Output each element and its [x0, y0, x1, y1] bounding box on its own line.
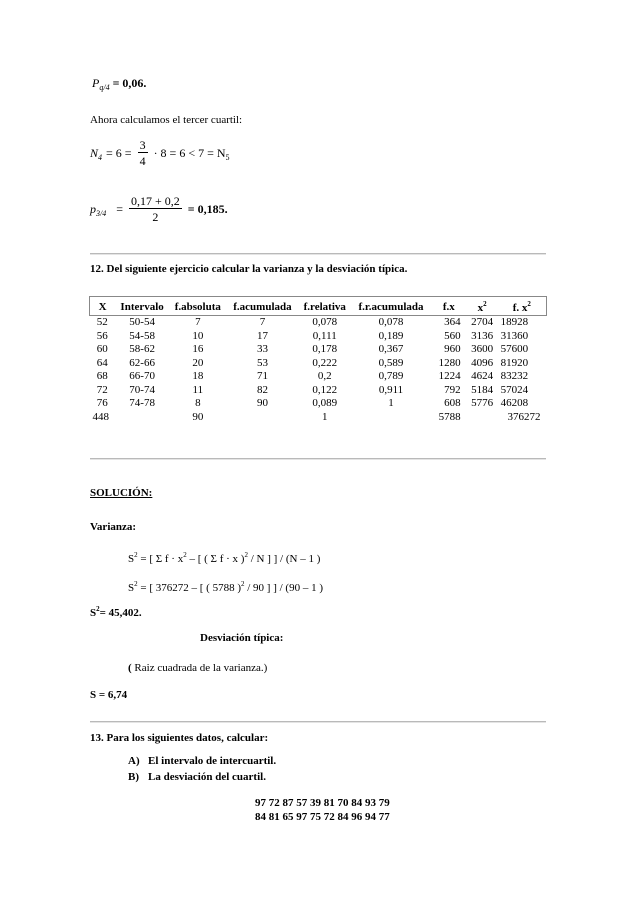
variance-formula: $S^2$ = [ Σ $f \cdot x^2$ – [ ( Σ f · x )$^2$ / N ] ] / (N – 1 ) [128, 551, 321, 565]
std-dev-note: ( Raiz cuadrada de la varianza.) [128, 662, 268, 674]
variance-substitution: $S^2$ = [ 376272 – [ ( 5788 )$^2$ / 90 ] ] / (90 – 1 ) [128, 580, 323, 594]
p34-fraction-num: 0,17 + 0,2 [131, 194, 180, 208]
frequency-table [89, 296, 547, 424]
col-fx: f.x [431, 297, 467, 316]
cell-x: 76 [96, 397, 108, 409]
cell-intervalo: 70-74 [129, 383, 155, 396]
ex13-title: 13. Para los siguientes datos, calcular: [90, 732, 269, 744]
total-intervalo [115, 411, 169, 424]
cell-frelativa: 0,089 [312, 397, 338, 409]
cell-fabsoluta: 7 [195, 316, 201, 328]
total-fracumulada [351, 411, 431, 424]
table-body [90, 316, 547, 424]
col-frelativa: f.relativa [298, 297, 351, 316]
col-fabsoluta: f.absoluta [169, 297, 226, 316]
cell-x2: 3600 [471, 343, 494, 355]
cell-x: 56 [96, 329, 108, 342]
cell-fx: 608 [444, 397, 461, 409]
cell-fx: 792 [444, 383, 461, 396]
total-fx2: 376272 [507, 410, 541, 423]
third-quartile-intro: Ahora calculamos el tercer cuartil: [90, 114, 243, 126]
cell-fracumulada: 0,789 [378, 370, 404, 382]
ex13-item-a: A) El intervalo de intercuartil. [128, 755, 277, 767]
separator-3 [90, 721, 546, 723]
p-q4-result [92, 76, 146, 92]
cell-facumulada: 17 [256, 329, 268, 342]
col-x2: $x^2$ [467, 297, 498, 316]
cell-fracumulada: 0,367 [378, 343, 404, 355]
cell-fx2: 18928 [500, 316, 529, 328]
table-row [90, 370, 547, 384]
total-x2 [467, 411, 498, 424]
n4-equation [90, 138, 230, 169]
table-row [90, 343, 547, 357]
p-symbol: P [92, 76, 100, 90]
ex13-item-b: B) La desviación del cuartil. [128, 771, 266, 783]
n4-fraction-num: 3 [139, 138, 146, 152]
cell-facumulada: 53 [256, 356, 268, 369]
cell-fracumulada: 0,589 [378, 356, 404, 369]
cell-fx2: 83232 [500, 370, 529, 382]
cell-facumulada: 33 [256, 343, 268, 355]
cell-fabsoluta: 10 [192, 329, 204, 342]
cell-fx2: 57024 [500, 383, 529, 396]
cell-facumulada: 82 [256, 383, 268, 396]
cell-frelativa: 0,122 [312, 383, 338, 396]
cell-fx2: 81920 [500, 356, 529, 369]
total-x: 448 [92, 410, 109, 423]
cell-intervalo: 74-78 [129, 397, 155, 409]
cell-intervalo: 62-66 [129, 356, 155, 369]
p34-fraction-den: 2 [152, 210, 159, 224]
table-totals-row [90, 411, 547, 424]
cell-fx: 560 [444, 329, 461, 342]
cell-facumulada: 90 [256, 397, 268, 409]
table-row [90, 397, 547, 411]
p34-equation [90, 194, 228, 225]
cell-fracumulada: 1 [388, 397, 394, 409]
col-facumulada: f.acumulada [227, 297, 299, 316]
col-fracumulada: f.r.acumulada [351, 297, 431, 316]
std-dev-label: Desviación típica: [200, 632, 284, 644]
separator-2 [90, 458, 546, 460]
cell-frelativa: 0,178 [312, 343, 338, 355]
cell-frelativa: 0,222 [312, 356, 338, 369]
cell-x: 64 [96, 356, 108, 369]
solution-label: SOLUCIÓN: [90, 487, 153, 499]
cell-frelativa: 0,2 [317, 370, 332, 382]
cell-fracumulada: 0,189 [378, 329, 404, 342]
cell-intervalo: 54-58 [129, 329, 155, 342]
cell-x2: 4624 [471, 370, 494, 382]
cell-frelativa: 0,111 [312, 329, 337, 342]
total-frelativa: 1 [322, 410, 328, 423]
cell-intervalo: 66-70 [129, 370, 155, 382]
p34-lhs: $p_{3/4}$ [90, 201, 107, 218]
cell-fx2: 46208 [500, 397, 529, 409]
col-fx2: f. $x^2$ [498, 297, 547, 316]
total-fx: 5788 [438, 410, 461, 423]
p34-fraction [129, 194, 182, 225]
cell-fx2: 31360 [500, 329, 529, 342]
cell-fx: 364 [444, 316, 461, 328]
cell-facumulada: 7 [259, 316, 266, 328]
cell-x: 60 [96, 343, 108, 355]
std-dev-result: S = 6,74 [90, 689, 128, 701]
n4-eq1: = 6 = [106, 146, 132, 160]
total-fabsoluta: 90 [192, 410, 204, 423]
cell-fx: 960 [444, 343, 461, 355]
total-facumulada [227, 411, 299, 424]
table-header-row [90, 297, 547, 316]
cell-x: 72 [96, 383, 108, 396]
cell-fx: 1280 [438, 356, 461, 369]
p-value: = 0,06. [112, 76, 147, 90]
cell-x2: 4096 [471, 356, 494, 369]
cell-frelativa: 0,078 [312, 316, 338, 328]
ex12-title: 12. Del siguiente ejercicio calcular la varianza y la desviación típica. [90, 263, 408, 275]
p34-result: = 0,185. [187, 202, 228, 216]
separator-1 [90, 253, 546, 255]
variance-label: Varianza: [90, 521, 137, 533]
cell-intervalo: 58-62 [129, 343, 155, 355]
table-row [90, 330, 547, 344]
cell-fracumulada: 0,911 [378, 383, 404, 396]
cell-fabsoluta: 20 [192, 356, 204, 369]
cell-fx: 1224 [438, 370, 461, 382]
cell-x2: 2704 [471, 316, 494, 328]
col-intervalo: Intervalo [115, 297, 169, 316]
cell-fabsoluta: 18 [192, 370, 204, 382]
variance-result: $S^2= 45,402$. [90, 605, 142, 619]
n4-rest: · $8 = 6 < 7 = N_5$ [153, 145, 230, 162]
cell-fabsoluta: 8 [195, 397, 201, 409]
table-row [90, 384, 547, 398]
cell-x2: 3136 [471, 329, 494, 342]
cell-fracumulada: 0,078 [378, 316, 404, 328]
data-line-2: 84 81 65 97 75 72 84 96 94 77 [255, 811, 390, 823]
cell-x2: 5184 [471, 383, 494, 396]
table-row [90, 357, 547, 371]
n4-fraction-den: 4 [139, 154, 146, 168]
cell-fx2: 57600 [500, 343, 529, 355]
table-row [90, 316, 547, 330]
n4-lhs: $N_4$ [90, 145, 103, 162]
cell-x: 68 [96, 370, 108, 382]
cell-fabsoluta: 16 [192, 343, 204, 355]
p34-eq: = [116, 202, 124, 216]
cell-fabsoluta: 11 [192, 383, 204, 396]
cell-intervalo: 50-54 [129, 316, 155, 328]
col-x: X [90, 297, 116, 316]
n4-fraction [138, 138, 148, 169]
cell-x2: 5776 [471, 397, 494, 409]
cell-x: 52 [96, 316, 108, 328]
data-line-1: 97 72 87 57 39 81 70 84 93 79 [255, 797, 390, 809]
cell-facumulada: 71 [256, 370, 268, 382]
p-subscript: q/4 [99, 83, 110, 92]
